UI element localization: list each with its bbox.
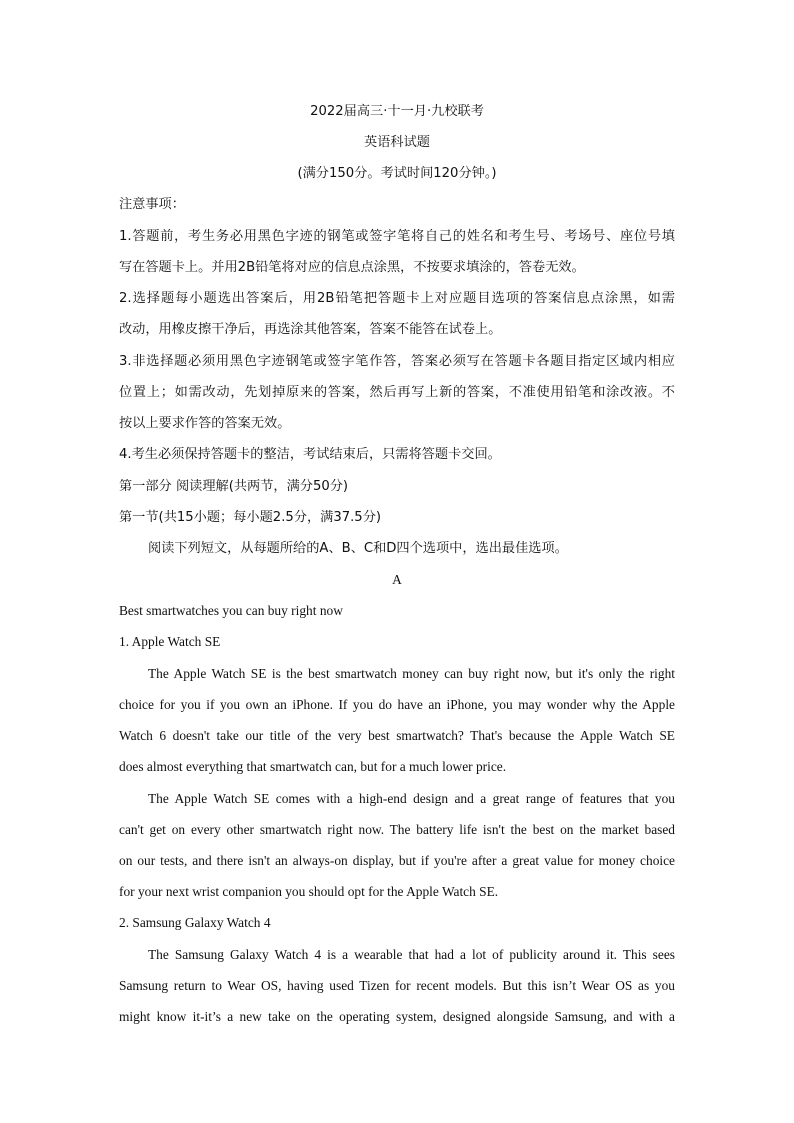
instruction-line: 按以上要求作答的答案无效。 bbox=[119, 416, 291, 431]
instruction-line: 写在答题卡上。并用2B铅笔将对应的信息点涂黑，不按要求填涂的，答卷无效。 bbox=[119, 260, 585, 275]
paragraph-line: for your next wrist companion you should opt for the Apple Watch SE. bbox=[119, 884, 499, 899]
paragraph-line: can't get on every other smartwatch right now. The battery life isn't the best on the market based bbox=[119, 822, 675, 837]
exam-score-note: (满分150分。考试时间120分钟。) bbox=[297, 166, 497, 181]
paragraph-line: choice for you if you own an iPhone. If you do have an iPhone, you may wonder why the Apple bbox=[119, 697, 675, 712]
paragraph-line: might know it-it’s a new take on the operating system, designed alongside Samsung, and with a bbox=[119, 1009, 675, 1024]
paragraph-line: The Apple Watch SE is the best smartwatch money can buy right now, but it's only the right bbox=[148, 666, 675, 681]
paragraph-line: Samsung return to Wear OS, having used Tizen for recent models. But this isn’t Wear OS as you bbox=[119, 978, 675, 993]
instruction-line: 4.考生必须保持答题卡的整洁，考试结束后，只需将答题卡交回。 bbox=[119, 447, 501, 462]
exam-title: 2022届高三·十一月·九校联考 bbox=[310, 104, 484, 119]
passage-label: A bbox=[392, 572, 402, 587]
exam-subject: 英语科试题 bbox=[364, 135, 430, 150]
part1-title: 第一部分 阅读理解(共两节，满分50分) bbox=[119, 479, 349, 494]
paragraph-line: Watch 6 doesn't take our title of the very best smartwatch? That's because the Apple Watch SE bbox=[119, 728, 675, 743]
paragraph-line: The Samsung Galaxy Watch 4 is a wearable that had a lot of publicity around it. This sees bbox=[148, 947, 675, 962]
instruction-line: 位置上；如需改动，先划掉原来的答案，然后再写上新的答案，不准使用铅笔和涂改液。不 bbox=[119, 385, 675, 400]
paragraph-line: on our tests, and there isn't an always-on display, but if you're after a great value for money choice bbox=[119, 853, 675, 868]
item1-heading: 1. Apple Watch SE bbox=[119, 634, 221, 649]
instruction-line: 1.答题前，考生务必用黑色字迹的钢笔或签字笔将自己的姓名和考生号、考场号、座位号填 bbox=[119, 229, 675, 244]
instruction-line: 2.选择题每小题选出答案后，用2B铅笔把答题卡上对应题目选项的答案信息点涂黑，如需 bbox=[119, 291, 675, 306]
passage-title: Best smartwatches you can buy right now bbox=[119, 603, 343, 618]
item2-heading: 2. Samsung Galaxy Watch 4 bbox=[119, 915, 271, 930]
instructions-heading: 注意事项： bbox=[119, 197, 185, 212]
paragraph-line: The Apple Watch SE comes with a high-end design and a great range of features that you bbox=[148, 791, 675, 806]
instruction-line: 3.非选择题必须用黑色字迹钢笔或签字笔作答，答案必须写在答题卡各题目指定区域内相应 bbox=[119, 354, 675, 369]
reading-directions: 阅读下列短文，从每题所给的A、B、C和D四个选项中，选出最佳选项。 bbox=[148, 541, 568, 556]
section1-title: 第一节(共15小题；每小题2.5分，满37.5分) bbox=[119, 510, 382, 525]
paragraph-line: does almost everything that smartwatch can, but for a much lower price. bbox=[119, 759, 507, 774]
instruction-line: 改动，用橡皮擦干净后，再选涂其他答案，答案不能答在试卷上。 bbox=[119, 322, 502, 337]
